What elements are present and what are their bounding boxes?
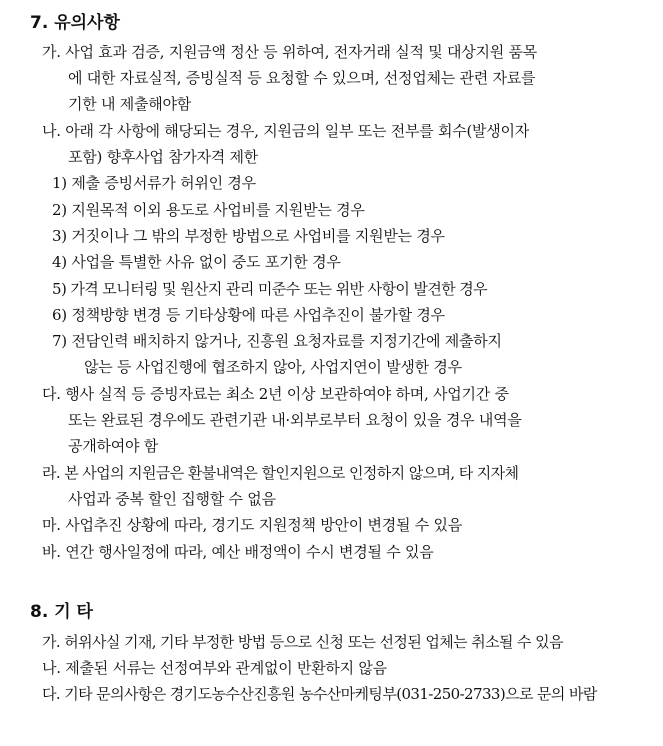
sub-item-4: 4) 사업을 특별한 사유 없이 중도 포기한 경우: [52, 253, 341, 271]
item-na-cont: 포함) 향후사업 참가자격 제한: [68, 148, 259, 166]
section-7-title: 7. 유의사항: [30, 13, 120, 33]
sub-item-3: 3) 거짓이나 그 밖의 부정한 방법으로 사업비를 지원받는 경우: [52, 227, 445, 245]
item-ra: 라. 본 사업의 지원금은 환불내역은 할인지원으로 인정하지 않으며, 타 지자체: [42, 464, 519, 482]
item-ga: 가. 사업 효과 검증, 지원금액 정산 등 위하여, 전자거래 실적 및 대상지원 품목: [42, 43, 537, 61]
item-da-cont-1: 또는 완료된 경우에도 관련기관 내·외부로부터 요청이 있을 경우 내역을: [68, 411, 522, 429]
item-da-cont-2: 공개하여야 함: [68, 437, 158, 455]
item-ga-cont-2: 기한 내 제출해야함: [68, 95, 191, 113]
section-8-item-ga: 가. 허위사실 기재, 기타 부정한 방법 등으로 신청 또는 선정된 업체는 취소될 수 있음: [42, 633, 563, 651]
item-da: 다. 행사 실적 등 증빙자료는 최소 2년 이상 보관하여야 하며, 사업기간 중: [42, 385, 509, 403]
section-8-item-na: 나. 제출된 서류는 선정여부와 관계없이 반환하지 않음: [42, 659, 387, 677]
section-8-title: 8. 기 타: [30, 602, 93, 622]
sub-item-5: 5) 가격 모니터링 및 원산지 관리 미준수 또는 위반 사항이 발견한 경우: [52, 280, 488, 298]
sub-item-1: 1) 제출 증빙서류가 허위인 경우: [52, 174, 256, 192]
section-8-item-da: 다. 기타 문의사항은 경기도농수산진흥원 농수산마케팅부(031-250-2733)으로 문의 바람: [42, 685, 597, 703]
sub-item-7-cont: 않는 등 사업진행에 협조하지 않아, 사업지연이 발생한 경우: [84, 358, 462, 376]
item-ba: 바. 연간 행사일정에 따라, 예산 배정액이 수시 변경될 수 있음: [42, 543, 434, 561]
item-na: 나. 아래 각 사항에 해당되는 경우, 지원금의 일부 또는 전부를 회수(발생이자: [42, 122, 530, 140]
item-ra-cont: 사업과 중복 할인 집행할 수 없음: [68, 490, 276, 508]
sub-item-6: 6) 정책방향 변경 등 기타상황에 따른 사업추진이 불가할 경우: [52, 306, 445, 324]
item-ma: 마. 사업추진 상황에 따라, 경기도 지원정책 방안이 변경될 수 있음: [42, 516, 462, 534]
item-ga-cont-1: 에 대한 자료실적, 증빙실적 등 요청할 수 있으며, 선정업체는 관련 자료를: [68, 69, 536, 87]
sub-item-7: 7) 전담인력 배치하지 않거나, 진흥원 요청자료를 지정기간에 제출하지: [52, 332, 502, 350]
sub-item-2: 2) 지원목적 이외 용도로 사업비를 지원받는 경우: [52, 201, 365, 219]
